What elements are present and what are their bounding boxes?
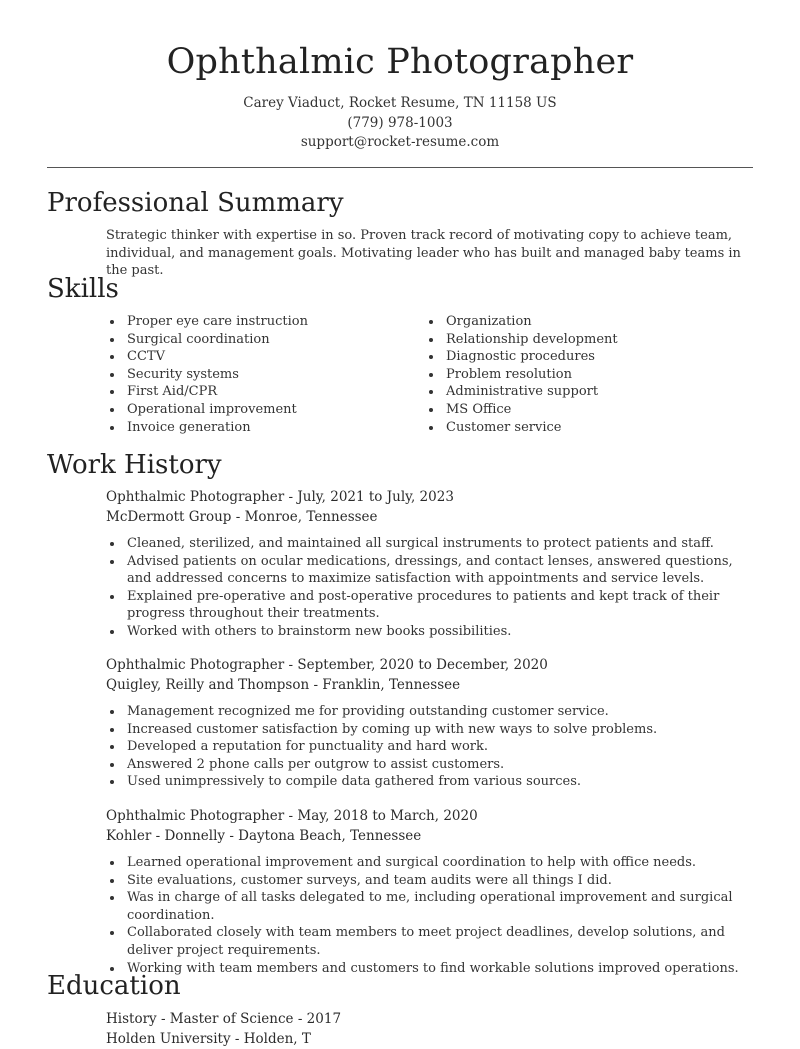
job-entry (106, 807, 756, 977)
skill-item: Relationship development (425, 331, 725, 349)
skills-list-right (425, 313, 725, 436)
job-bullet: Worked with others to brainstorm new books possibilities. (106, 623, 756, 641)
job-company-location: McDermott Group - Monroe, Tennessee (106, 508, 756, 528)
job-bullet: Site evaluations, customer surveys, and team audits were all things I did. (106, 872, 756, 890)
summary-heading: Professional Summary (47, 187, 344, 219)
job-title-dates: Ophthalmic Photographer - July, 2021 to July, 2023 (106, 488, 756, 508)
job-bullet: Cleaned, sterilized, and maintained all surgical instruments to protect patients and staff. (106, 535, 756, 553)
job-bullet: Explained pre-operative and post-operative procedures to patients and kept track of their progress throughout their treatments. (106, 588, 756, 623)
skill-item: Diagnostic procedures (425, 348, 725, 366)
skill-item: Administrative support (425, 383, 725, 401)
job-bullet: Developed a reputation for punctuality and hard work. (106, 738, 756, 756)
job-bullet: Answered 2 phone calls per outgrow to assist customers. (106, 756, 756, 774)
job-bullet: Used unimpressively to compile data gathered from various sources. (106, 773, 756, 791)
job-entry (106, 656, 756, 791)
skill-item: CCTV (106, 348, 406, 366)
job-bullets (106, 703, 756, 791)
skill-item: Customer service (425, 419, 725, 437)
resume-header (0, 0, 800, 153)
skill-item: MS Office (425, 401, 725, 419)
job-bullets (106, 854, 756, 977)
skill-item: Proper eye care instruction (106, 313, 406, 331)
job-bullet: Advised patients on ocular medications, dressings, and contact lenses, answered questions, and addressed concerns to maximize satisfaction with appointments and service levels. (106, 553, 756, 588)
job-company-location: Quigley, Reilly and Thompson - Franklin, Tennessee (106, 676, 756, 696)
job-company-location: Kohler - Donnelly - Daytona Beach, Tennessee (106, 827, 756, 847)
contact-phone: (779) 978-1003 (0, 114, 800, 134)
skill-item: Invoice generation (106, 419, 406, 437)
job-bullets (106, 535, 756, 641)
job-bullet: Collaborated closely with team members to meet project deadlines, develop solutions, and deliver project requirements. (106, 924, 756, 959)
contact-info (0, 94, 800, 153)
summary-text: Strategic thinker with expertise in so. Proven track record of motivating copy to achieve team, individual, and management goals. Motivating leader who has built and managed baby teams in the past. (106, 227, 756, 280)
job-bullet: Increased customer satisfaction by coming up with new ways to solve problems. (106, 721, 756, 739)
skill-item: Surgical coordination (106, 331, 406, 349)
resume-page (0, 0, 800, 153)
education-school: Holden University - Holden, T (106, 1030, 756, 1049)
skills-heading: Skills (47, 273, 119, 305)
education-entry (106, 1010, 756, 1049)
contact-address: Carey Viaduct, Rocket Resume, TN 11158 US (0, 94, 800, 114)
job-entry (106, 488, 756, 641)
skill-item: Problem resolution (425, 366, 725, 384)
work-history-heading: Work History (47, 449, 222, 481)
skill-item: Organization (425, 313, 725, 331)
skills-list-left (106, 313, 406, 436)
education-heading: Education (47, 970, 181, 1002)
job-bullet: Management recognized me for providing outstanding customer service. (106, 703, 756, 721)
job-bullet: Working with team members and customers to find workable solutions improved operations. (106, 960, 756, 978)
education-degree: History - Master of Science - 2017 (106, 1010, 756, 1030)
contact-email: support@rocket-resume.com (0, 133, 800, 153)
header-divider (47, 167, 753, 168)
skill-item: First Aid/CPR (106, 383, 406, 401)
skill-item: Operational improvement (106, 401, 406, 419)
skill-item: Security systems (106, 366, 406, 384)
job-bullet: Was in charge of all tasks delegated to me, including operational improvement and surgical coordination. (106, 889, 756, 924)
job-bullet: Learned operational improvement and surgical coordination to help with office needs. (106, 854, 756, 872)
job-title-dates: Ophthalmic Photographer - May, 2018 to March, 2020 (106, 807, 756, 827)
page-title: Ophthalmic Photographer (0, 40, 800, 84)
job-title-dates: Ophthalmic Photographer - September, 2020 to December, 2020 (106, 656, 756, 676)
